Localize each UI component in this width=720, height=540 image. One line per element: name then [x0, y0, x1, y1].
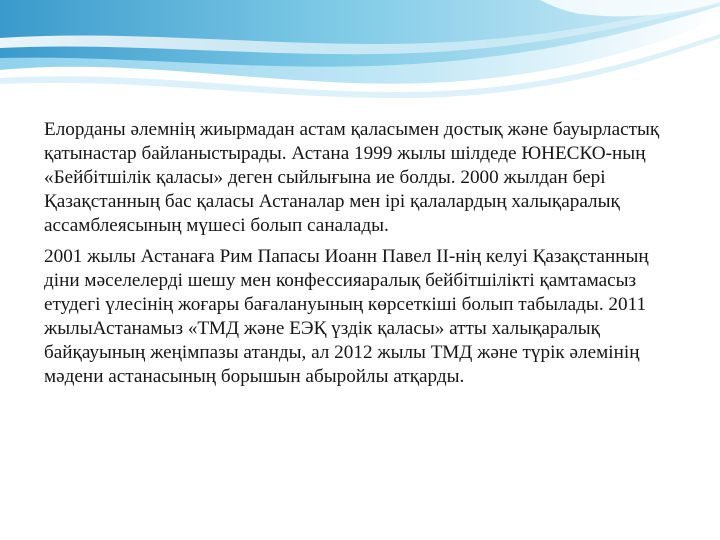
- header-wave-decoration: [0, 0, 720, 110]
- slide-body: [44, 118, 689, 396]
- paragraph-1: Елорданы әлемнің жиырмадан астам қаласымен достық және бауырластық қатынастар байланыстырады. Астана 1999 жылы шілдеде ЮНЕСКО-ның «Бейбітшілік қаласы» деген сыйлығына ие болды. 2000 жылдан бері Қазақстанның бас қаласы Астаналар мен ірі қалалардың халықаралық ассамблеясының мүшесі болып саналады.: [44, 119, 660, 236]
- paragraph-2: 2001 жылы Астанаға Рим Папасы Иоанн Павел ІІ-нің келуі Қазақстанның діни мәселелерді шешу мен конфессияаралық бейбітшілікті қамтамасыз етудегі үлесінің жоғары бағалануының көрсеткіші болып табылады. 2011 жылыАстанамыз «ТМД және ЕЭҚ үздік қаласы» атты халықаралық байқауының жеңімпазы атанды, ал 2012 жылы ТМД және түрік әлемінің мәдени астанасының борышын абыройлы атқарды.: [44, 246, 649, 387]
